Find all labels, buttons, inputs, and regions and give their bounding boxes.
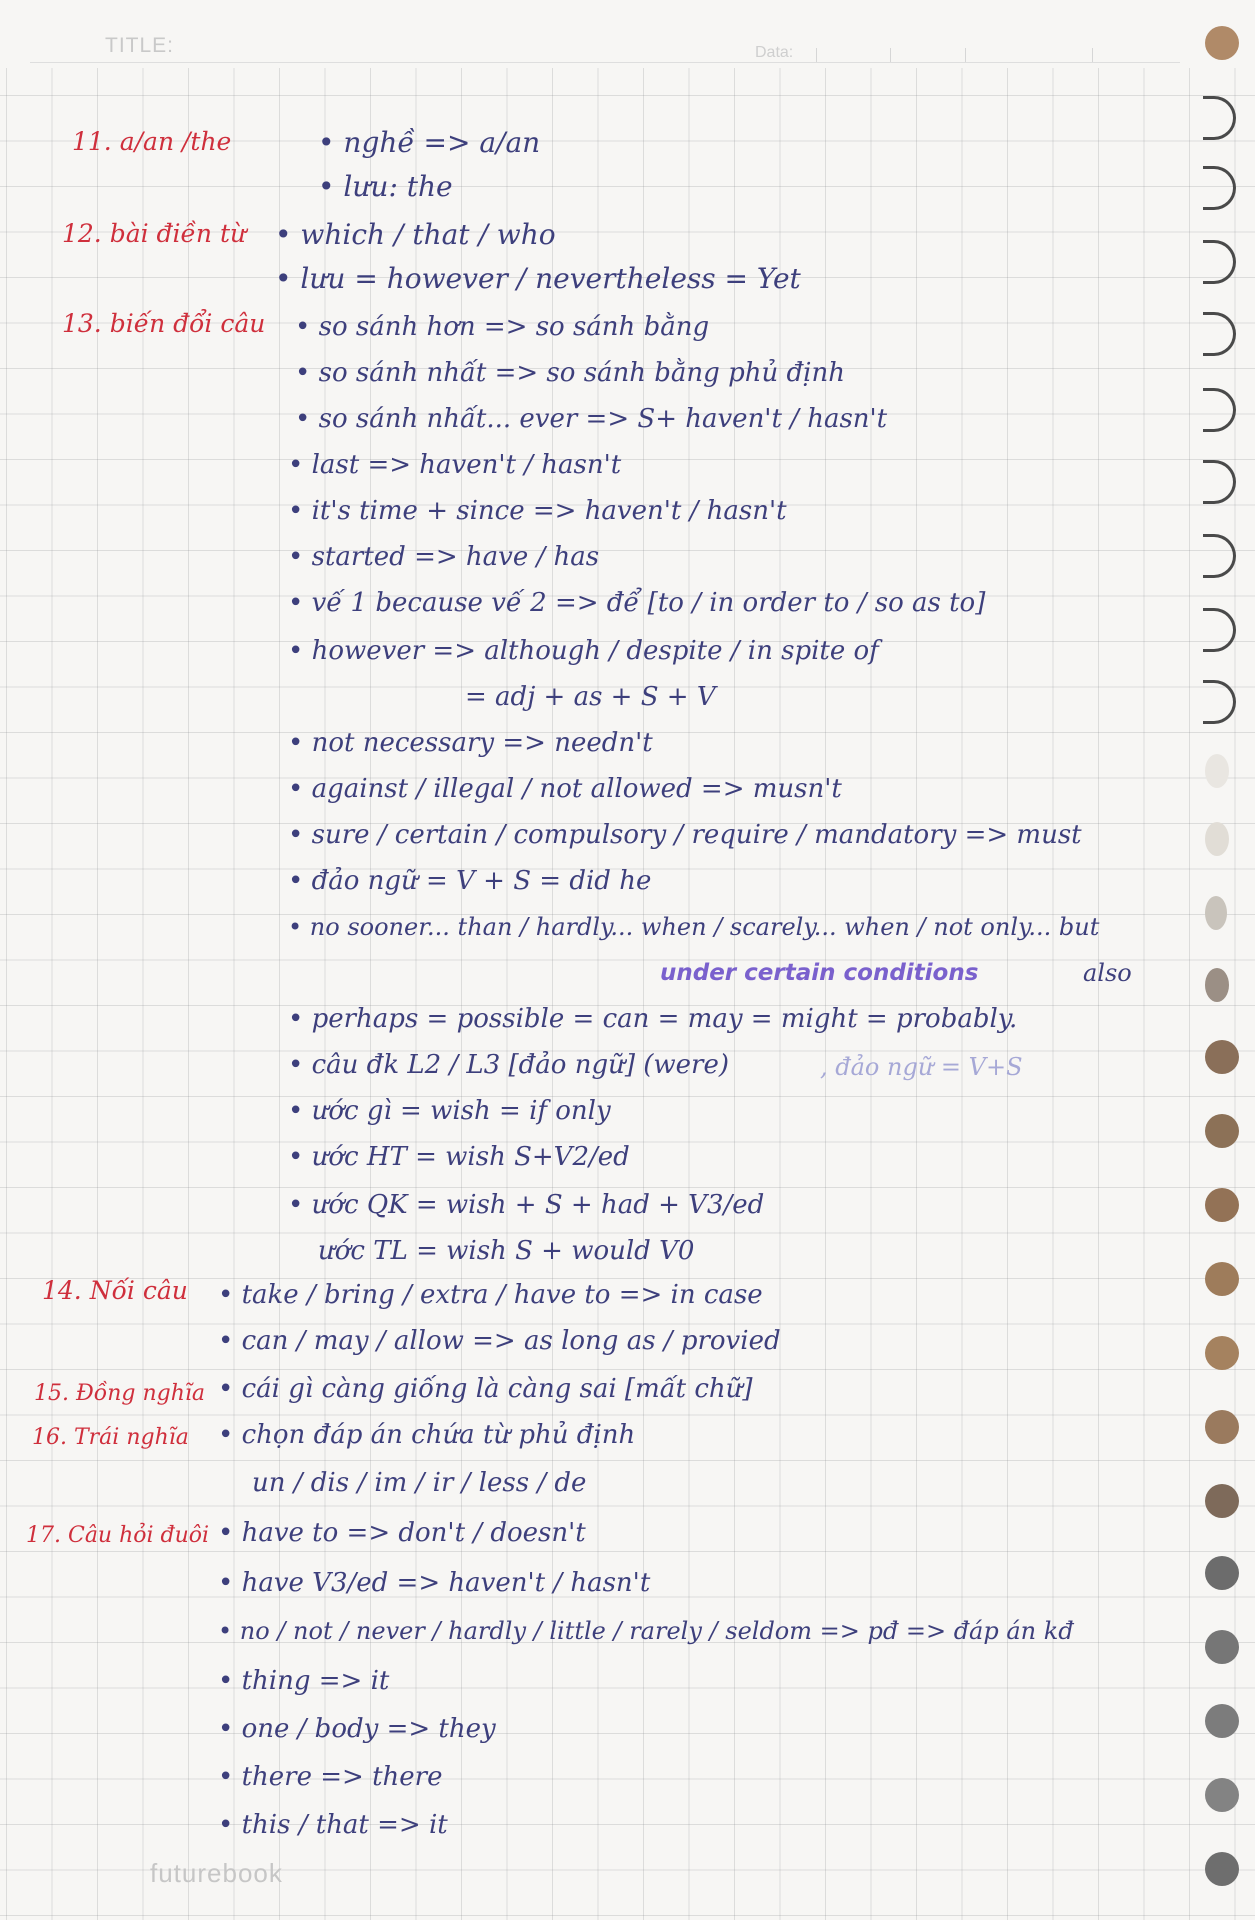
note-line: • which / that / who	[275, 218, 556, 251]
binder-hole	[1205, 1410, 1239, 1444]
date-tick	[816, 48, 817, 62]
binder-hole	[1205, 1040, 1239, 1074]
binder-hole	[1205, 754, 1229, 788]
note-line: • perhaps = possible = can = may = might = probably.	[288, 1004, 1018, 1034]
note-line: • đảo ngữ = V + S = did he	[288, 866, 652, 896]
binder-ring	[1203, 312, 1236, 356]
binder-ring	[1203, 460, 1236, 504]
note-line: • have V3/ed => haven't / hasn't	[218, 1568, 651, 1598]
note-line: • so sánh nhất... ever => S+ haven't / hasn't	[295, 404, 888, 434]
note-line: • against / illegal / not allowed => musn't	[288, 774, 842, 804]
title-label: TITLE:	[105, 34, 175, 57]
note-line: • vế 1 because vế 2 => để [to / in order to / so as to]	[288, 588, 986, 618]
note-line: • cái gì càng giống là càng sai [mất chữ]	[218, 1374, 753, 1404]
binder-ring	[1203, 166, 1236, 210]
note-line: • started => have / has	[288, 542, 600, 572]
note-line: • last => haven't / hasn't	[288, 450, 622, 480]
note-line: • there => there	[218, 1762, 443, 1792]
note-line: • so sánh nhất => so sánh bằng phủ định	[295, 358, 845, 388]
note-line: • have to => don't / doesn't	[218, 1518, 586, 1548]
heading-12: 12. bài điền từ	[62, 219, 247, 248]
binder-ring	[1203, 240, 1236, 284]
title-rule	[30, 62, 1180, 63]
note-line: un / dis / im / ir / less / de	[252, 1468, 587, 1498]
heading-15: 15. Đồng nghĩa	[34, 1381, 206, 1406]
binder-hole	[1205, 968, 1229, 1002]
purple-annotation: under certain conditions	[660, 960, 979, 986]
binder-hole	[1205, 1556, 1239, 1590]
note-line: • ước QK = wish + S + had + V3/ed	[288, 1190, 765, 1220]
note-line: • it's time + since => haven't / hasn't	[288, 496, 787, 526]
header-band	[0, 0, 1255, 68]
note-line: • this / that => it	[218, 1810, 448, 1840]
note-line: • no / not / never / hardly / little / rarely / seldom => pđ => đáp án kđ	[218, 1617, 1074, 1645]
note-line: • lưu = however / nevertheless = Yet	[275, 262, 801, 295]
binder-hole	[1205, 1114, 1239, 1148]
binder-hole	[1205, 1630, 1239, 1664]
note-line: • not necessary => needn't	[288, 728, 653, 758]
binder-hole	[1205, 26, 1239, 60]
date-tick	[965, 48, 966, 62]
note-line: • lưu: the	[318, 170, 453, 203]
binder-ring	[1203, 96, 1236, 140]
note-line: • however => although / despite / in spite of	[288, 636, 879, 666]
note-line: • can / may / allow => as long as / provied	[218, 1326, 781, 1356]
binder-hole	[1205, 1704, 1239, 1738]
faint-annotation: , đảo ngữ = V+S	[820, 1053, 1023, 1081]
note-line: ước TL = wish S + would V0	[318, 1236, 695, 1266]
binder-hole	[1205, 1778, 1239, 1812]
heading-14: 14. Nối câu	[42, 1276, 188, 1305]
heading-16: 16. Trái nghĩa	[32, 1425, 189, 1450]
binder-ring	[1203, 534, 1236, 578]
binder-hole	[1205, 1336, 1239, 1370]
binder-hole	[1205, 1262, 1239, 1296]
binder-hole	[1205, 1852, 1239, 1886]
heading-13: 13. biến đổi câu	[62, 309, 266, 338]
brand-logo: futurebook	[150, 1858, 283, 1888]
binder-hole	[1205, 896, 1227, 930]
binder-hole	[1205, 1188, 1239, 1222]
heading-11: 11. a/an /the	[72, 127, 232, 156]
binder-ring	[1203, 680, 1236, 724]
binder-hole	[1205, 822, 1229, 856]
heading-17: 17. Câu hỏi đuôi	[26, 1523, 210, 1548]
note-line: • one / body => they	[218, 1714, 496, 1744]
note-line: • câu đk L2 / L3 [đảo ngữ] (were)	[288, 1050, 729, 1080]
note-line: • ước HT = wish S+V2/ed	[288, 1142, 630, 1172]
date-tick	[1092, 48, 1093, 62]
note-line: • take / bring / extra / have to => in case	[218, 1280, 763, 1310]
note-line: • sure / certain / compulsory / require / mandatory => must	[288, 820, 1082, 850]
date-tick	[890, 48, 891, 62]
note-line: • chọn đáp án chứa từ phủ định	[218, 1420, 636, 1450]
binder-hole	[1205, 1484, 1239, 1518]
note-line: • so sánh hơn => so sánh bằng	[295, 312, 710, 342]
note-line: = adj + as + S + V	[465, 682, 716, 712]
note-line: • ước gì = wish = if only	[288, 1096, 611, 1126]
note-line: • thing => it	[218, 1666, 390, 1696]
note-line: also	[1083, 959, 1132, 987]
binder-ring	[1203, 388, 1236, 432]
date-label: Data:	[755, 44, 794, 61]
note-line: • nghề => a/an	[318, 126, 541, 159]
note-line: • no sooner... than / hardly... when / scarely... when / not only... but	[288, 913, 1100, 941]
binder-ring	[1203, 608, 1236, 652]
